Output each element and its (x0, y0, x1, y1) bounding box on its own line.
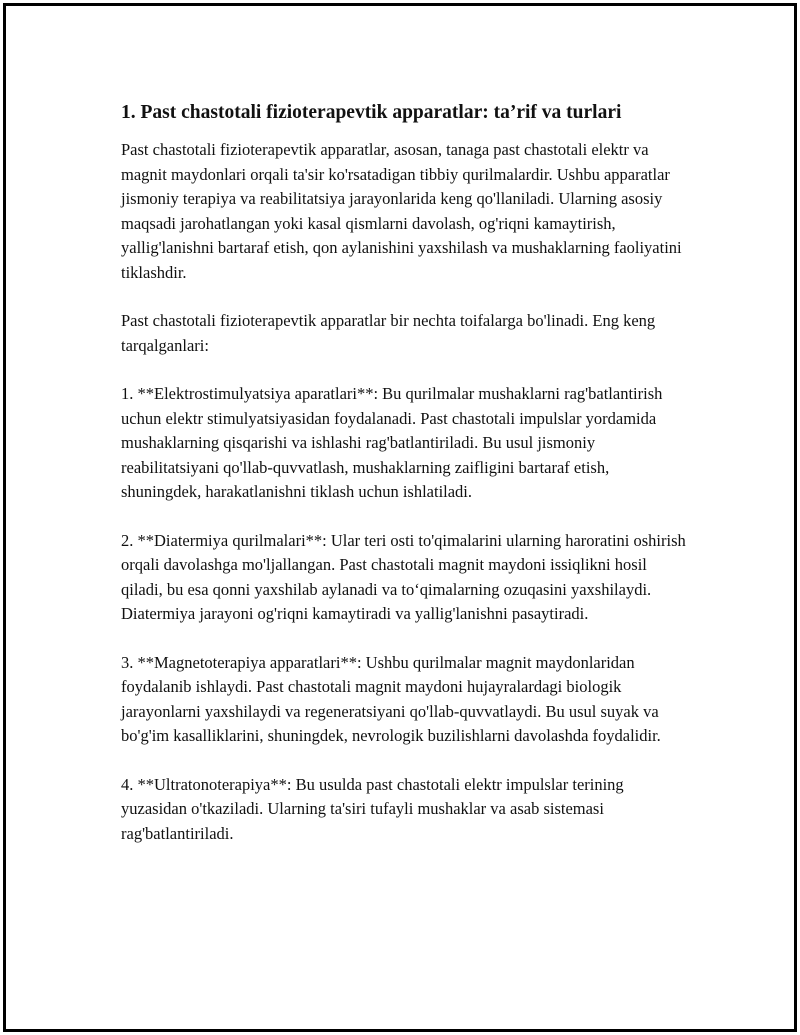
paragraph-categories: Past chastotali fizioterapevtik apparatlar bir nechta toifalarga bo'linadi. Eng keng tarqalganlari: (121, 311, 656, 355)
paragraph-intro: Past chastotali fizioterapevtik apparatlar, asosan, tanaga past chastotali elektr va magnit maydonlari orqali ta'sir ko'rsatadigan tibbiy qurilmalardir. Ushbu apparatlar jismoniy terapiya va reabilitatsiya jarayonlarida keng qo'llaniladi. Ularning asosiy maqsadi jarohatlangan yoki kasal qismlarni davolash, og'riqni kamaytirish, yallig'lanishni bartaraf etish, qon aylanishini yaxshilash va mushaklarning faoliyatini tiklashdir. (121, 140, 682, 282)
paragraph-item-diathermy: 2. **Diatermiya qurilmalari**: Ular teri osti to'qimalarini ularning haroratini oshirish orqali davolashga mo'ljallangan. Past chastotali magnit maydoni issiqlikni hosil qiladi, bu esa qonni yaxshilab aylanadi va to‘qimalarning ozuqasini yaxshilaydi. Diatermiya jarayoni og'riqni kamaytiradi va yallig'lanishni pasaytiradi. (121, 530, 686, 623)
paragraph-item-magnetotherapy: 3. **Magnetoterapiya apparatlari**: Ushbu qurilmalar magnit maydonlaridan foydalanib ishlaydi. Past chastotali magnit maydoni hujayralardagi biologik jarayonlarni yaxshilaydi va regeneratsiyani qo'llab-quvvatlaydi. Bu usul suyak va bo'g'im kasalliklarini, shuningdek, nevrologik buzilishlarni davolashda foydalidir. (121, 652, 661, 745)
document-body (121, 101, 691, 870)
paragraph-item-ultratonotherapy: 4. **Ultratonoterapiya**: Bu usulda past chastotali elektr impulslar terining yuzasidan o'tkaziladi. Ularning ta'siri tufayli mushaklar va asab sistemasi rag'batlantiriladi. (121, 774, 624, 843)
page-frame (3, 3, 797, 1032)
paragraph-item-electrostimulation: 1. **Elektrostimulyatsiya aparatlari**: Bu qurilmalar mushaklarni rag'batlantirish uchun elektr stimulyatsiyasidan foydalanadi. Past chastotali impulslar yordamida mushaklarning qisqarishi va ishlashi rag'batlantiriladi. Bu usul jismoniy reabilitatsiyani qo'llab-quvvatlash, mushaklarning zaifligini bartaraf etish, shuningdek, harakatlanishni tiklash uchun ishlatiladi. (121, 384, 663, 501)
document-title: 1. Past chastotali fizioterapevtik apparatlar: ta’rif va turlari (121, 102, 622, 123)
